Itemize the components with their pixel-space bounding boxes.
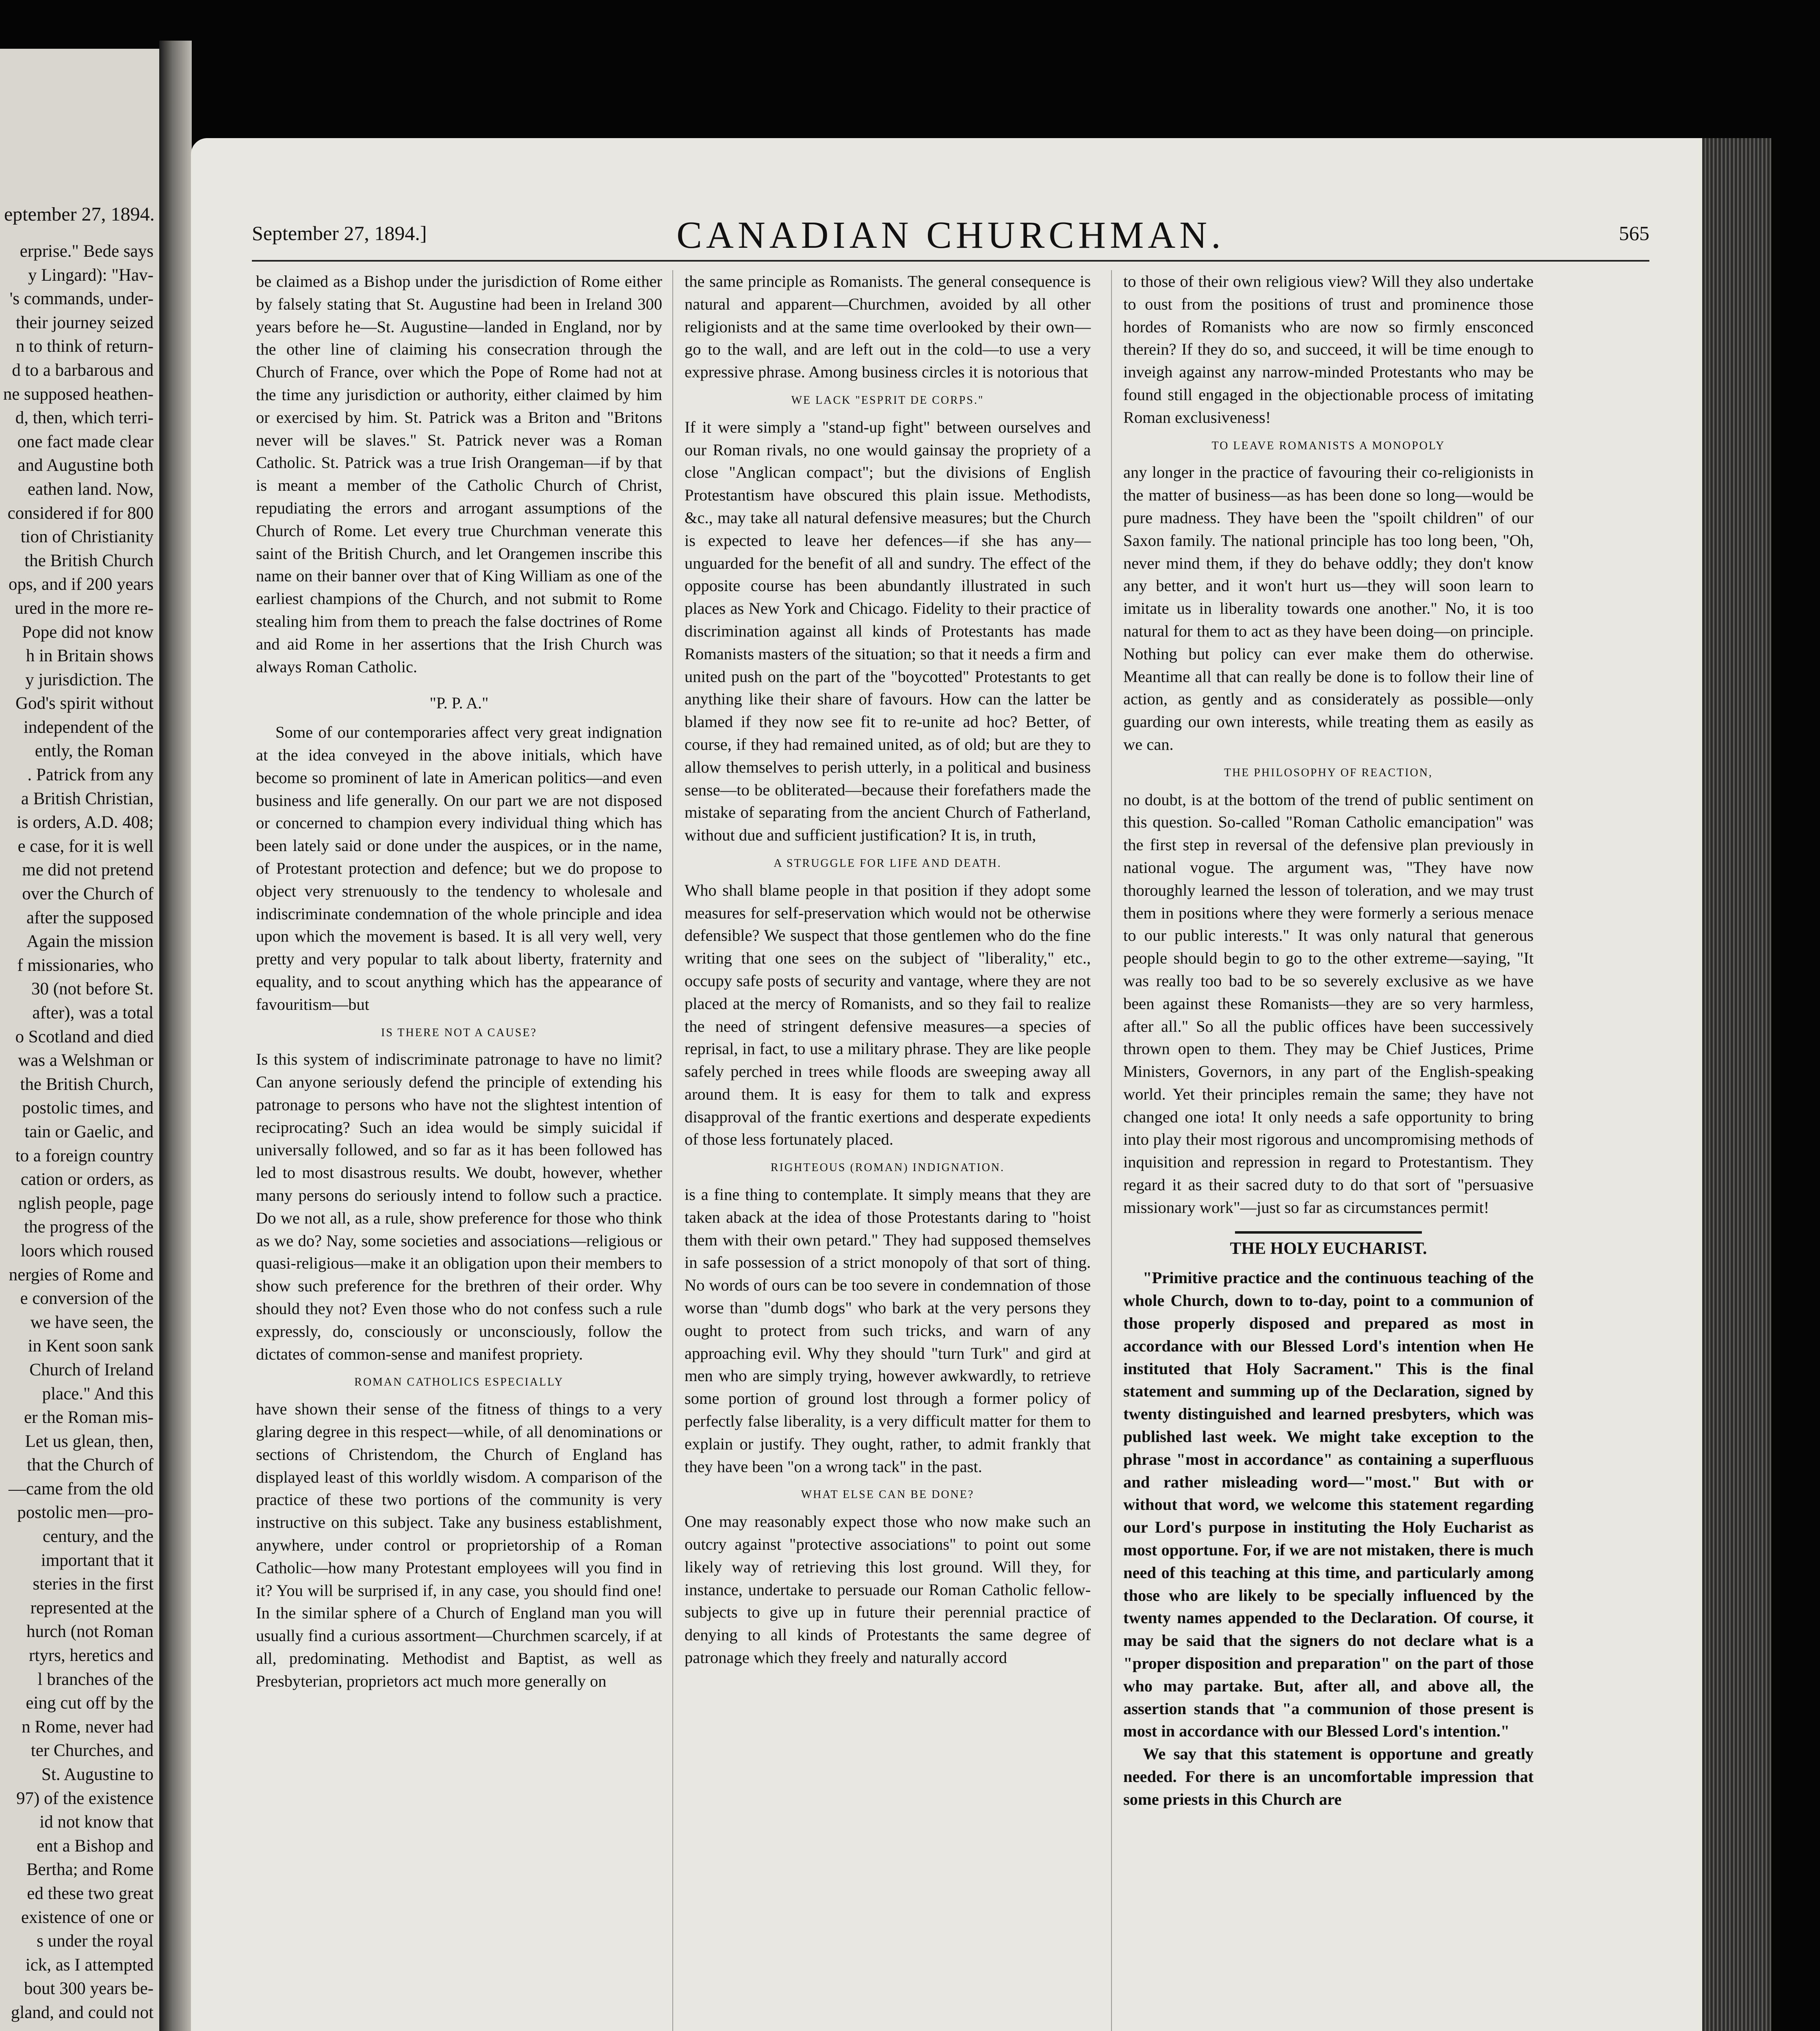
facing-page-line: steries in the first [32, 1574, 154, 1594]
facing-page-line: their journey seized [15, 313, 154, 332]
masthead-title: CANADIAN CHURCHMAN. [676, 214, 1225, 256]
facing-page-line: over the Church of [22, 884, 154, 904]
facing-page-line: postolic men—pro- [17, 1503, 154, 1522]
facing-page-line: 97) of the existence [16, 1788, 154, 1808]
paragraph: to those of their own religious view? Will they also undertake to oust from the positions of trust and prominence those hordes of Romanists who are now so firmly ensconced therein? If they do so, and succeed, it will be time enough to inveigh against any narrow-minded Protestants who may be found still engaged in the objectionable process of imitating Roman exclusiveness! [1123, 272, 1534, 427]
paragraph: no doubt, is at the bottom of the trend of public sentiment on this question. So-called "Roman Catholic emancipation" was the first step in reversal of the defensive plan previously in national vogue. The argument was, "They have now thoroughly learned the lesson of toleration, and we may trust them in positions where they were formerly a serious menace to our public interests." It was only natural that generous people should begin to go to the other extreme—saying, "It was really too bad to be so severely exclusive as we have been against these Romanists—they are so very harmless, after all." So all the public offices have been successively thrown open to them. They may be Chief Justices, Prime Ministers, Governors, in any part of the English-speaking world. Yet their principles remain the same; they have not changed one iota! It only needs a safe opportunity to bring into play their most rigorous and uncompromising methods of inquisition and repression in regard to Protestantism. They regard it as their sacred duty to do that sort of "persuasive missionary work"—just so far as circumstances permit! [1123, 790, 1534, 1217]
facing-page-line: eing cut off by the [26, 1693, 154, 1713]
facing-page-line: that the Church of [27, 1455, 154, 1475]
subheading: TO LEAVE ROMANISTS A MONOPOLY [1211, 439, 1445, 452]
subheading: RIGHTEOUS (ROMAN) INDIGNATION. [770, 1161, 1005, 1174]
facing-page-line: erprise." Bede says [20, 242, 154, 261]
paragraph: the same principle as Romanists. The general consequence is natural and apparent—Churchmen, avoided by all other religionists and at the same time overlooked by their own—go to the wall, and are left out in the cold—to use a very expressive phrase. Among business circles it is notorious that [685, 272, 1091, 381]
subheading: A STRUGGLE FOR LIFE AND DEATH. [774, 857, 1002, 870]
facing-page-line: y jurisdiction. The [25, 670, 154, 689]
facing-page-line: s under the royal [37, 1931, 154, 1951]
facing-page-line: one fact made clear [17, 432, 154, 451]
page-edge [1702, 138, 1771, 2031]
facing-page-line: cation or orders, as [20, 1170, 154, 1189]
facing-page-line: a British Christian, [21, 789, 154, 808]
paragraph: "Primitive practice and the continuous teaching of the whole Church, down to to-day, point to a communion of those properly disposed and prepared as most in accordance with our Blessed Lord's intention when He instituted that Holy Sacrament." This is the final statement and summing up of the Declaration, signed by twenty distinguished and learned presbyters, which was published last week. We might take exception to the phrase "most in accordance" as containing a superfluous and rather misleading word—"most." But with or without that word, we welcome this statement regarding our Lord's purpose in instituting the Holy Eucharist as most opportune. For, if we are not mistaken, there is much need of this teaching at this time, and particularly among those who are likely to be specially influenced by the twenty names appended to the Declaration. Of course, it may be said that the signers do not declare what is a "proper disposition and preparation" on the part of those who may partake. But, after all, and above all, the assertion stands that "a communion of those present is most in accordance with our Blessed Lord's intention." [1123, 1269, 1534, 1741]
paragraph: Is this system of indiscriminate patronage to have no limit? Can anyone seriously defend the principle of extending his patronage to persons who have not the slightest intention of reciprocating? Such an idea would be simply suicidal if universally followed, and so far as it has been followed has led to most disastrous results. We doubt, however, whether many persons do seriously intend to follow such a practice. Do we not all, as a rule, show preference for those who think as we do? Nay, some societies and associations—religious or quasi-religious—make it an obligation upon their members to show such preference for the brethren of their order. Why should they not? Even those who do not confess such a rule expressly, do, consciously or unconsciously, follow the dictates of common-sense and manifest propriety. [256, 1050, 662, 1363]
facing-page-line: . Patrick from any [27, 765, 154, 785]
facing-page-line: Pope did not know [22, 622, 154, 642]
facing-page-line: o Scotland and died [15, 1027, 154, 1046]
facing-page-line: 's commands, under- [9, 289, 154, 309]
subheading: ROMAN CATHOLICS ESPECIALLY [354, 1376, 564, 1389]
facing-page-line: nergies of Rome and [9, 1265, 154, 1284]
paragraph: Who shall blame people in that position if they adopt some measures for self-preservation which would not be otherwise defensible? We suspect that those gentlemen who do the fine writing that one sees on the subject of "liberality," etc., occupy safe posts of security and vantage, where they are not placed at the mercy of Romanists, and so they fail to realize the need of stringent defensive measures—a species of reprisal, in fact, to use a military phrase. They are like people safely perched in trees while floods are sweeping away all around them. It is easy for them to talk and express disapproval of the frantic exertions and desperate expedients of those less fortunately placed. [685, 881, 1091, 1149]
facing-page-line: ops, and if 200 years [8, 575, 154, 594]
facing-page-line: ne supposed heathen- [3, 384, 154, 404]
facing-page-line: existence of one or [21, 1908, 154, 1927]
column-divider [1111, 270, 1112, 2031]
facing-page-line: the British Church, [20, 1074, 154, 1094]
column-1 [256, 270, 662, 1693]
facing-page-line: Let us glean, then, [25, 1431, 154, 1451]
facing-page-line: St. Augustine to [41, 1765, 154, 1784]
facing-page-line: we have seen, the [30, 1312, 154, 1332]
page-header [252, 205, 1649, 254]
facing-page-line: ured in the more re- [15, 598, 154, 618]
facing-page-line: in Kent soon sank [28, 1336, 154, 1356]
subheading: WHAT ELSE CAN BE DONE? [801, 1488, 975, 1501]
facing-page-date: eptember 27, 1894. [4, 204, 155, 225]
page-number: 565 [1619, 222, 1649, 245]
facing-page-line: er the Roman mis- [24, 1408, 154, 1427]
facing-page-line: id not know that [39, 1812, 154, 1832]
facing-page-line: ed these two great [27, 1884, 154, 1903]
facing-page-line: ently, the Roman [35, 741, 154, 761]
facing-page-line: e case, for it is well [17, 836, 154, 856]
article-rule [1235, 1231, 1422, 1234]
spine-shadow [159, 41, 192, 2031]
facing-page-line: ent a Bishop and [37, 1836, 154, 1856]
column-divider [672, 270, 673, 2031]
paragraph: have shown their sense of the fitness of things to a very glaring degree in this respect—while, of all denominations or sections of Christendom, the Church of England has displayed least of this worldly wisdom. A comparison of the practice of these two portions of the community is very instructive on this subject. Take any business establishment, anywhere, under control or proprietorship of a Roman Catholic—how many Protestant employees will you find in it? You will be surprised if, in any case, you should find one! In the similar sphere of a Church of England man you will usually find a curious assortment—Churchmen scarcely, if at all, predominating. Methodist and Baptist, as well as Presbyterian, proprietors act much more generally on [256, 1400, 662, 1690]
facing-page-line: n Rome, never had [22, 1717, 154, 1737]
article-title: THE HOLY EUCHARIST. [1230, 1239, 1427, 1258]
paragraph: Some of our contemporaries affect very great indignation at the idea conveyed in the above initials, which have become so prominent of late in American politics—and even business and life generally. On our part we are not disposed or concerned to champion every individual thing which has been lately said or done under the auspices, or in the name, of Protestant protection and defence; but we do propose to object very strenuously to the tendency to wholesale and indiscriminate condemnation of the whole principle and idea upon which the movement is based. It is all very well, very pretty and very popular to talk about liberty, fraternity and equality, and to scout anything which has the appearance of favouritism—but [256, 723, 662, 1013]
facing-page-line: the progress of the [24, 1217, 154, 1237]
facing-page-line: f missionaries, who [17, 955, 154, 975]
facing-page-line: eathen land. Now, [27, 479, 154, 499]
facing-page-line: was a Welshman or [18, 1051, 154, 1070]
facing-page-line: rtyrs, heretics and [29, 1646, 154, 1665]
facing-page-line: God's spirit without [15, 694, 154, 713]
column-2 [685, 270, 1091, 1669]
facing-page-line: Again the mission [26, 932, 154, 951]
facing-page-line: postolic times, and [22, 1098, 154, 1118]
facing-page-line: d, then, which terri- [15, 408, 154, 428]
facing-page-line: nglish people, page [18, 1193, 154, 1213]
facing-page-line: after), was a total [32, 1003, 154, 1022]
subheading: THE PHILOSOPHY OF REACTION, [1224, 766, 1433, 779]
facing-page-line: place." And this [42, 1384, 154, 1403]
facing-page-line: loors which roused [20, 1241, 154, 1260]
facing-page-text [2, 240, 154, 2025]
paragraph: We say that this statement is opportune and greatly needed. For there is an uncomfortable impression that some priests in this Church are [1123, 1745, 1534, 1808]
facing-page-line: me did not pretend [22, 860, 154, 880]
subheading: IS THERE NOT A CAUSE? [381, 1026, 537, 1039]
facing-page-line: considered if for 800 [7, 503, 154, 523]
paragraph: any longer in the practice of favouring their co-religionists in the matter of business—as has been done so long—would be pure madness. They have been the "spoilt children" of our Saxon family. The national principle has too long been, "Oh, never mind them, if they do behave oddly; they don't know any better, and it won't hurt us—they will soon learn to imitate us in liberality towards one another." No, it is too natural for them to act as they have been doing—on principle. Nothing but policy can ever make them do otherwise. Meantime all that can really be done is to follow their line of action, as gently and as considerately as possible—only guarding our own interests, while treating them as easily as we can. [1123, 463, 1534, 754]
facing-page-line: 30 (not before St. [31, 979, 154, 999]
paragraph: If it were simply a "stand-up fight" between ourselves and our Roman rivals, no one would gainsay the propriety of a close "Anglican compact"; but the divisions of English Protestantism have obscured this plain issue. Methodists, &c., may take all natural defensive measures; but the Church is expected to leave her defences—if she has any—unguarded for the benefit of all and sundry. The effect of the opposite course has been abundantly illustrated in such places as New York and Chicago. Fidelity to their practice of discrimination against all kinds of Protestants has made Romanists masters of the situation; so that it needs a firm and united push on the part of the "boycotted" Protestants to get anything like their share of favours. How can the latter be blamed if they now see fit to re-unite ad hoc? Better, of course, if they had remained united, as of old; but are they to allow themselves to perish utterly, in a political and business sense—to be obliterated—because their forefathers made the mistake of separating from the ancient Church of Fatherland, without due and sufficient justification? It is, in truth, [685, 418, 1091, 844]
facing-page-line: d to a barbarous and [12, 360, 154, 380]
facing-page-line: h in Britain shows [26, 646, 154, 666]
facing-page-line: Church of Ireland [29, 1360, 154, 1379]
facing-page-line: e conversion of the [20, 1289, 154, 1308]
facing-page-line: important that it [41, 1550, 154, 1570]
facing-page-line: bout 300 years be- [24, 1979, 154, 1999]
facing-page-line: to a foreign country [15, 1146, 154, 1165]
facing-page-line: ick, as I attempted [25, 1955, 154, 1975]
paragraph: One may reasonably expect those who now make such an outcry against "protective associations" to point out some likely way of retrieving this lost ground. Will they, for instance, undertake to persuade our Roman Catholic fellow-subjects to give up in future their perennial practice of denying to all kinds of Protestants the same degree of patronage which they freely and naturally accord [685, 1512, 1091, 1667]
paragraph: be claimed as a Bishop under the jurisdiction of Rome either by falsely stating that St. Augustine had been in Ireland 300 years before he—St. Augustine—landed in England, nor by the other line of claiming his consecration through the Church of France, over which the Pope of Rome had not at the time any jurisdiction or authority, either claimed by him or exercised by him. St. Patrick was a Briton and "Britons never will be slaves." St. Patrick never was a Roman Catholic. St. Patrick was a true Irish Orangeman—if by that is meant a member of the Catholic Church of Christ, repudiating the errors and arrogant assumptions of the Church of Rome. Let every true Churchman venerate this saint of the British Church, and let Orangemen inscribe this name on their banner over that of King William as one of the earliest champions of the Church, and not submit to Rome stealing him from them to preach the false doctrines of Rome and aid Rome in her assertions that the Irish Church was always Roman Catholic. [256, 272, 662, 676]
facing-page-line: is orders, A.D. 408; [17, 813, 154, 832]
paragraph: is a fine thing to contemplate. It simply means that they are taken aback at the idea of those Protestants daring to "hoist them with their own petard." They had supposed themselves in safe possession of a strict monopoly of that sort of thing. No words of ours can be too severe in condemnation of those worse than "dumb dogs" who bark at the very persons they ought to protect from such tricks, and warn of any approaching evil. Why they should "turn Turk" and gird at men who are simply trying, however awkwardly, to retrieve some portion of ground lost through a former policy of perfectly false liberality, is a very difficult matter for them to explain or justify. They ought, rather, to admit frankly that they have been "on a wrong tack" in the past. [685, 1185, 1091, 1476]
facing-page-line: hurch (not Roman [26, 1622, 154, 1641]
facing-page-line: and Augustine both [17, 456, 154, 475]
facing-page-line: tion of Christianity [20, 527, 154, 547]
header-date: September 27, 1894.] [252, 222, 427, 245]
facing-page-line: n to think of return- [15, 337, 154, 356]
header-rule [252, 260, 1649, 262]
facing-page-line: tain or Gaelic, and [24, 1122, 154, 1141]
subheading: WE LACK "ESPRIT DE CORPS." [791, 394, 984, 407]
column-3 [1123, 270, 1534, 1811]
facing-page-line: century, and the [42, 1527, 154, 1546]
facing-page-line: independent of the [23, 717, 154, 737]
facing-page-line: l branches of the [37, 1669, 154, 1689]
facing-page-line: ter Churches, and [30, 1741, 154, 1760]
facing-page-line: after the supposed [26, 908, 154, 927]
facing-page-fragment [0, 49, 162, 2031]
facing-page-line: Bertha; and Rome [26, 1860, 154, 1879]
facing-page-line: represented at the [30, 1598, 154, 1617]
facing-page-line: the British Church [24, 551, 154, 570]
section-title: "P. P. A." [429, 694, 489, 712]
facing-page-line: —came from the old [8, 1479, 154, 1498]
facing-page-line: gland, and could not [11, 2003, 154, 2022]
facing-page-line: y Lingard): "Hav- [28, 265, 154, 285]
